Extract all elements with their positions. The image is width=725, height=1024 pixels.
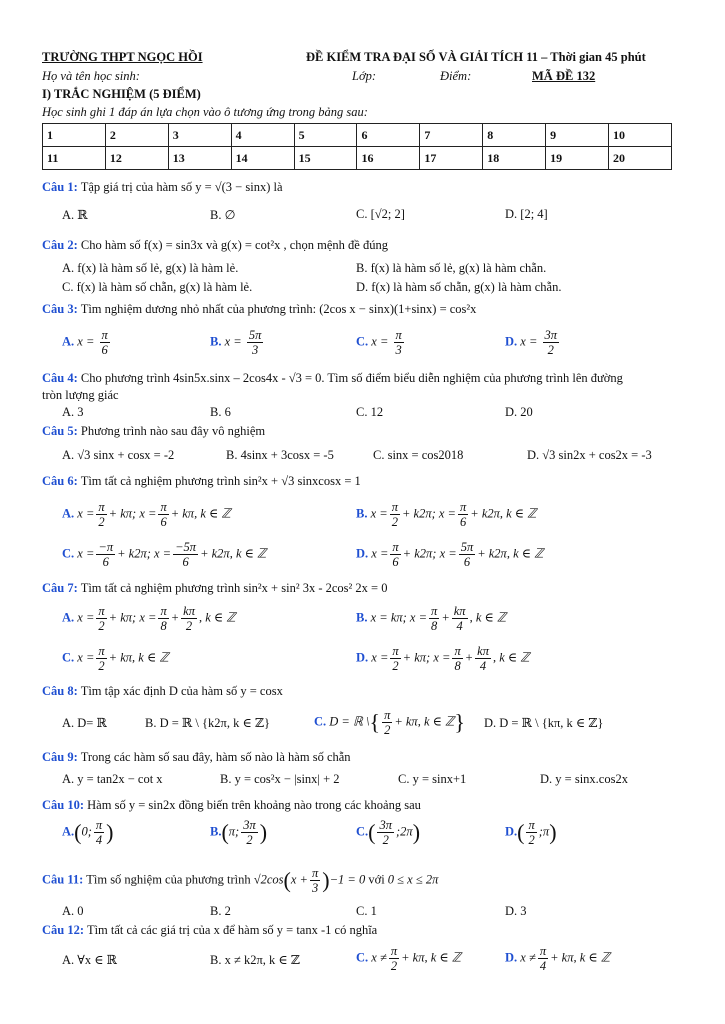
question-3: Câu 3: Tìm nghiệm dương nhỏ nhất của phương trình: (2cos x − sinx)(1+sinx) = cos²x [42,302,477,316]
q6-option-b[interactable]: B. x = $\frac{\pi}{2}$ + k2π; x = $\frac{\pi}{6}$ + k2π, k ∈ ℤ [356,500,537,529]
q12-option-a[interactable]: A. ∀x ∈ ℝ [62,953,117,967]
question-1: Câu 1: Tập giá trị của hàm số y = √(3 − sinx) là [42,180,283,194]
question-11: Câu 11: Tìm số nghiệm của phương trình √2cos(x + $\frac{\pi}{3}$ )−1 = 0 với 0 ≤ x ≤ 2π [42,866,439,895]
q7-option-a[interactable]: A. x = $\frac{\pi}{2}$ + kπ; x = $\frac{\pi}{8}$ + $\frac{k\pi}{2}$ , k ∈ ℤ [62,604,236,633]
q3-option-b[interactable]: B. x = $\frac{5\pi}{3}$ [210,328,262,357]
q2-option-c[interactable]: C. f(x) là hàm số chẵn, g(x) là hàm lẻ. [62,280,253,294]
q6-option-c[interactable]: C. x = $\frac{-\pi}{6}$ + k2π; x = $\frac{-5\pi}{6}$ + k2π, k ∈ ℤ [62,540,267,569]
q4-option-b[interactable]: B. 6 [210,405,231,419]
answer-cell[interactable]: 17 [420,147,483,170]
answer-cell[interactable]: 13 [168,147,231,170]
q12-option-b[interactable]: B. x ≠ k2π, k ∈ ℤ [210,953,300,967]
answer-cell[interactable]: 1 [43,124,106,147]
q5-option-c[interactable]: C. sinx = cos2018 [373,448,464,462]
q4-option-c[interactable]: C. 12 [356,405,384,419]
question-9: Câu 9: Trong các hàm số sau đây, hàm số nào là hàm số chẵn [42,750,351,764]
q11-option-c[interactable]: C. 1 [356,904,377,918]
q9-option-b[interactable]: B. y = cos²x − |sinx| + 2 [220,772,340,786]
q6-option-a[interactable]: A. x = $\frac{\pi}{2}$ + kπ; x = $\frac{\pi}{6}$ + kπ, k ∈ ℤ [62,500,231,529]
q8-option-a[interactable]: A. D= ℝ [62,716,107,730]
q12-option-d[interactable]: D. x ≠ $\frac{\pi}{4}$ + kπ, k ∈ ℤ [505,944,611,973]
exam-title: ĐỀ KIỂM TRA ĐẠI SỐ VÀ GIẢI TÍCH 11 – Thời gian 45 phút [306,50,646,64]
q1-option-c[interactable]: C. [√2; 2] [356,207,405,221]
answer-cell[interactable]: 5 [294,124,357,147]
answer-cell[interactable]: 4 [231,124,294,147]
q8-option-c[interactable]: C. D = ℝ \{ $\frac{\pi}{2}$ + kπ, k ∈ ℤ} [314,708,465,737]
school-name: TRƯỜNG THPT NGỌC HỒI [42,50,203,64]
q11-option-a[interactable]: A. 0 [62,904,84,918]
answer-cell[interactable]: 2 [105,124,168,147]
question-10: Câu 10: Hàm số y = sin2x đồng biến trên khoảng nào trong các khoảng sau [42,798,421,812]
q12-option-c[interactable]: C. x ≠ $\frac{\pi}{2}$ + kπ, k ∈ ℤ [356,944,462,973]
answer-cell[interactable]: 14 [231,147,294,170]
q1-option-d[interactable]: D. [2; 4] [505,207,548,221]
question-7: Câu 7: Tìm tất cả nghiệm phương trình sin²x + sin² 3x - 2cos² 2x = 0 [42,581,388,595]
q4-option-d[interactable]: D. 20 [505,405,533,419]
q11-option-b[interactable]: B. 2 [210,904,231,918]
q8-option-d[interactable]: D. D = ℝ \ {kπ, k ∈ ℤ} [484,716,604,730]
q10-option-a[interactable]: A.(0; $\frac{\pi}{4}$ ) [62,818,114,847]
question-2: Câu 2: Cho hàm số f(x) = sin3x và g(x) = cot²x , chọn mệnh đề đúng [42,238,388,252]
answer-cell[interactable]: 8 [483,124,546,147]
q10-option-b[interactable]: B.(π; $\frac{3\pi}{2}$ ) [210,818,268,847]
question-5: Câu 5: Phương trình nào sau đây vô nghiệm [42,424,266,438]
q10-option-c[interactable]: C.( $\frac{3\pi}{2}$ ;2π) [356,818,421,847]
answer-cell[interactable]: 20 [609,147,672,170]
answer-cell[interactable]: 7 [420,124,483,147]
q9-option-c[interactable]: C. y = sinx+1 [398,772,467,786]
q9-option-d[interactable]: D. y = sinx.cos2x [540,772,628,786]
student-name-label: Họ và tên học sinh: [42,69,140,83]
answer-cell[interactable]: 19 [546,147,609,170]
q8-option-b[interactable]: B. D = ℝ \ {k2π, k ∈ ℤ} [145,716,270,730]
section-title: I) TRẮC NGHIỆM (5 ĐIỂM) [42,87,201,101]
answer-cell[interactable]: 10 [609,124,672,147]
question-12: Câu 12: Tìm tất cả các giá trị của x để hàm số y = tanx -1 có nghĩa [42,923,378,937]
q3-option-c[interactable]: C. x = $\frac{\pi}{3}$ [356,328,402,357]
q9-option-a[interactable]: A. y = tan2x − cot x [62,772,163,786]
q6-option-d[interactable]: D. x = $\frac{\pi}{6}$ + k2π; x = $\frac{5\pi}{6}$ + k2π, k ∈ ℤ [356,540,544,569]
q2-option-d[interactable]: D. f(x) là hàm số chẵn, g(x) là hàm chẵn. [356,280,562,294]
q4-option-a[interactable]: A. 3 [62,405,84,419]
answer-cell[interactable]: 16 [357,147,420,170]
answer-table [42,123,672,170]
answer-cell[interactable]: 9 [546,124,609,147]
q3-option-a[interactable]: A. x = $\frac{\pi}{6}$ [62,328,108,357]
question-8: Câu 8: Tìm tập xác định D của hàm số y = cosx [42,684,283,698]
q2-option-a[interactable]: A. f(x) là hàm số lẻ, g(x) là hàm lẻ. [62,261,239,275]
q11-option-d[interactable]: D. 3 [505,904,527,918]
q5-option-a[interactable]: A. √3 sinx + cosx = -2 [62,448,175,462]
question-6: Câu 6: Tìm tất cả nghiệm phương trình sin²x + √3 sinxcosx = 1 [42,474,361,488]
instruction: Học sinh ghi 1 đáp án lựa chọn vào ô tương ứng trong bảng sau: [42,105,368,119]
q7-option-b[interactable]: B. x = kπ; x = $\frac{\pi}{8}$ + $\frac{k\pi}{4}$ , k ∈ ℤ [356,604,507,633]
answer-cell[interactable]: 3 [168,124,231,147]
answer-cell[interactable]: 18 [483,147,546,170]
q1-option-b[interactable]: B. ∅ [210,208,236,222]
q7-option-c[interactable]: C. x = $\frac{\pi}{2}$ + kπ, k ∈ ℤ [62,644,169,673]
class-label: Lớp: [352,69,377,83]
answer-cell[interactable]: 11 [43,147,106,170]
answer-cell[interactable]: 15 [294,147,357,170]
q1-option-a[interactable]: A. ℝ [62,208,88,222]
exam-code: MÃ ĐỀ 132 [532,69,596,83]
answer-cell[interactable]: 12 [105,147,168,170]
q3-option-d[interactable]: D. x = $\frac{3\pi}{2}$ [505,328,558,357]
question-4-cont: tròn lượng giác [42,388,119,402]
q5-option-d[interactable]: D. √3 sin2x + cos2x = -3 [527,448,652,462]
score-label: Điểm: [440,69,472,83]
q5-option-b[interactable]: B. 4sinx + 3cosx = -5 [226,448,334,462]
question-4: Câu 4: Cho phương trình 4sin5x.sinx – 2cos4x - √3 = 0. Tìm số điểm biểu diễn nghiệm của phương trình lên đường [42,371,623,385]
q2-option-b[interactable]: B. f(x) là hàm số lẻ, g(x) là hàm chẵn. [356,261,547,275]
q7-option-d[interactable]: D. x = $\frac{\pi}{2}$ + kπ; x = $\frac{\pi}{8}$ + $\frac{k\pi}{4}$ , k ∈ ℤ [356,644,530,673]
answer-cell[interactable]: 6 [357,124,420,147]
q10-option-d[interactable]: D.( $\frac{\pi}{2}$ ;π) [505,818,557,847]
